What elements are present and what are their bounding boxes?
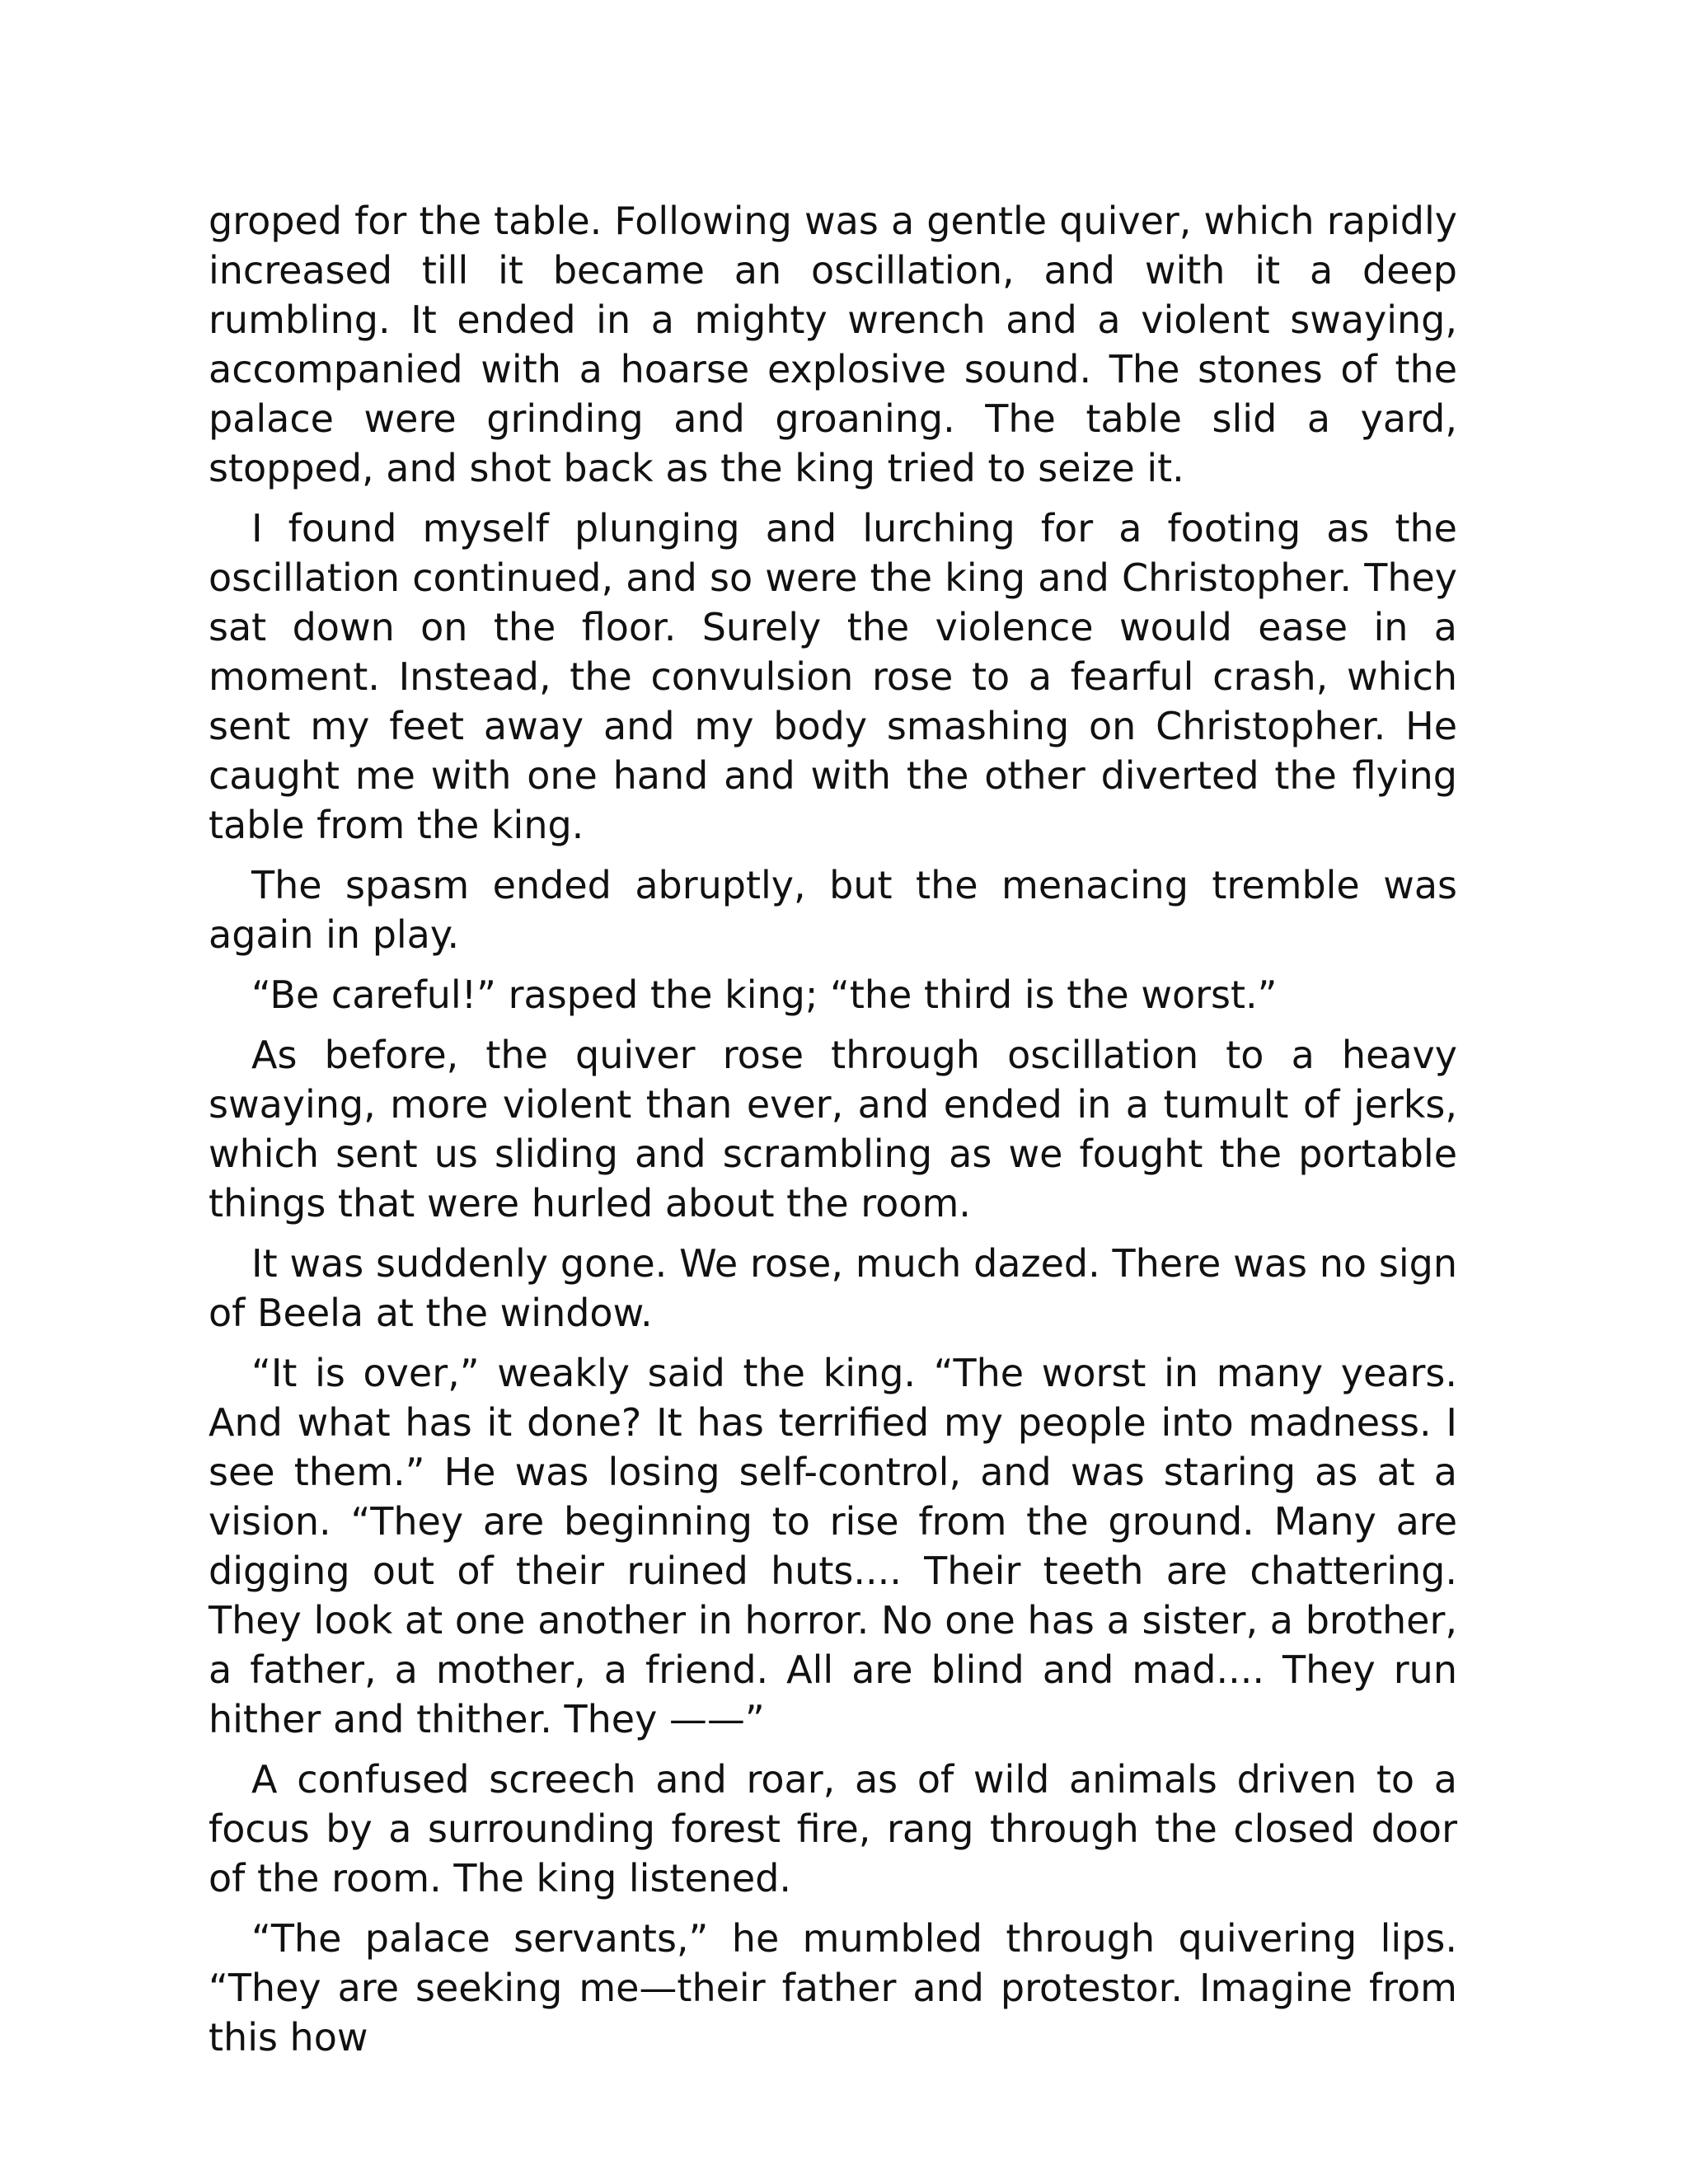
paragraph-9: “The palace servants,” he mumbled through quivering lips. “They are seeking me—their father and protestor. Imagine from this how <box>209 1916 1457 2060</box>
paragraph-2: I found myself plunging and lurching for a footing as the oscillation continued, and so were the king and Christopher. They sat down on the floor. Surely the violence would ease in a moment. Instead, the convulsion rose to a fearful crash, which sent my feet away and my body smashing on Christopher. He caught me with one hand and with the other diverted the flying table from the king. <box>209 506 1457 847</box>
paragraph-5: As before, the quiver rose through oscillation to a heavy swaying, more violent than ever, and ended in a tumult of jerks, which sent us sliding and scrambling as we fought the portable things that were hurled about the room. <box>209 1033 1457 1226</box>
paragraph-8: A confused screech and roar, as of wild animals driven to a focus by a surrounding forest fire, rang through the closed door of the room. The king listened. <box>209 1757 1457 1900</box>
paragraph-4: “Be careful!” rasped the king; “the third is the worst.” <box>251 972 1278 1017</box>
paragraph-1: groped for the table. Following was a gentle quiver, which rapidly increased till it became an oscillation, and with it a deep rumbling. It ended in a mighty wrench and a violent swaying, accompanied with a hoarse explosive sound. The stones of the palace were grinding and groaning. The table slid a yard, stopped, and shot back as the king tried to seize it. <box>209 199 1457 490</box>
paragraph-6: It was suddenly gone. We rose, much dazed. There was no sign of Beela at the window. <box>209 1241 1457 1335</box>
paragraph-3: The spasm ended abruptly, but the menacing tremble was again in play. <box>209 863 1457 957</box>
paragraph-7: “It is over,” weakly said the king. “The worst in many years. And what has it done? It has terrified my people into madness. I see them.” He was losing self-control, and was staring as at a vision. “They are beginning to rise from the ground. Many are digging out of their ruined huts.... Their teeth are chattering. They look at one another in horror. No one has a sister, a brother, a father, a mother, a friend. All are blind and mad.... They run hither and thither. They ——” <box>209 1351 1457 1741</box>
document-page <box>209 196 1457 2073</box>
